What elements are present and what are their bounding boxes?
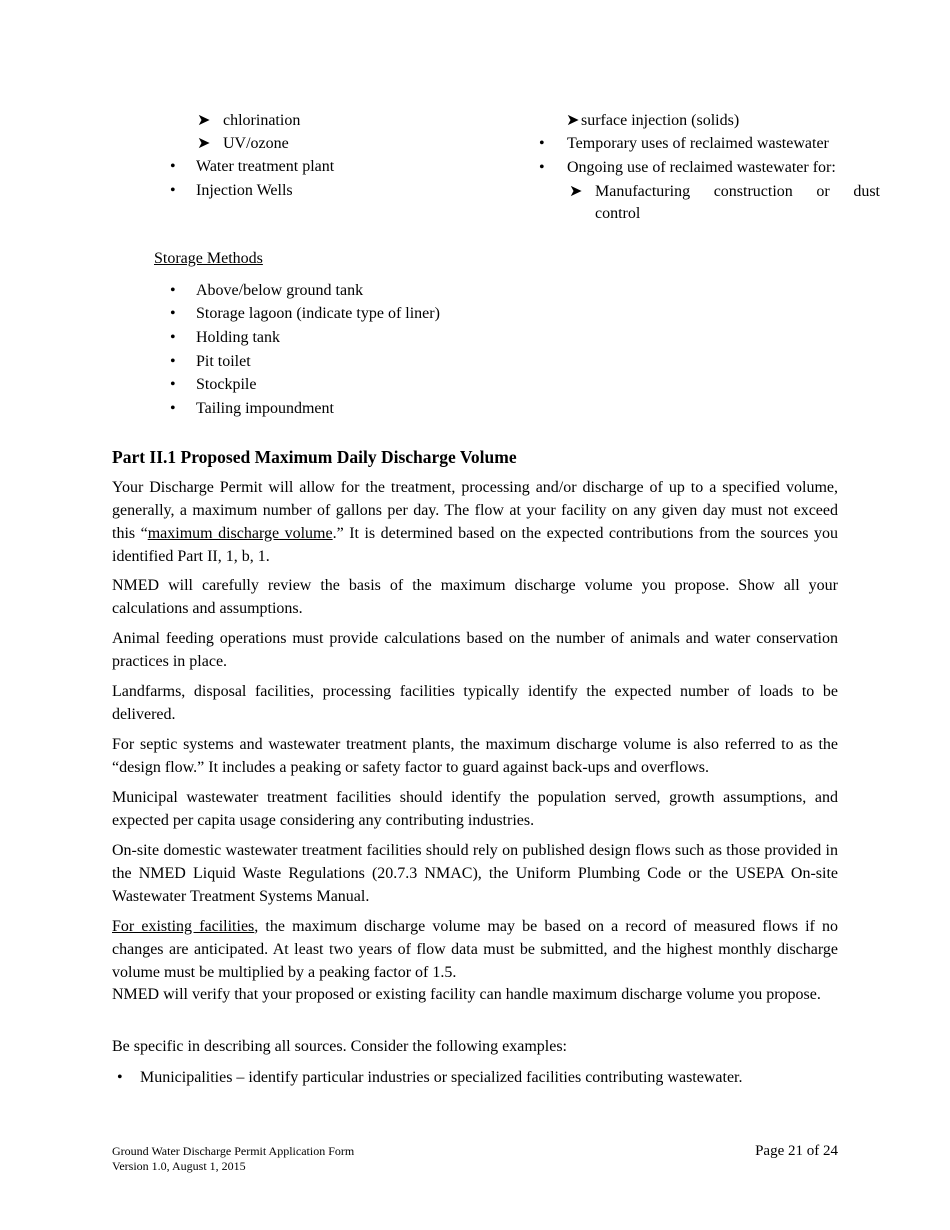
arrow-bullet-icon: ➤ [197, 112, 211, 129]
word: construction [713, 183, 793, 200]
paragraph: NMED will verify that your proposed or existing facility can handle maximum discharge volume you propose. [112, 986, 821, 1003]
bullet-icon: • [170, 282, 176, 299]
storage-heading: Storage Methods [154, 250, 263, 267]
paragraph: Animal feeding operations must provide calculations based on the number of animals and water conservation practices in place. [112, 630, 838, 670]
bullet-icon: • [117, 1069, 123, 1086]
list-item: Ongoing use of reclaimed wastewater for: [567, 159, 836, 176]
paragraph: Landfarms, disposal facilities, processing facilities typically identify the expected number of loads to be delivered. [112, 683, 838, 723]
bullet-icon: • [539, 135, 545, 152]
list-item: Injection Wells [196, 182, 293, 199]
justified-list-item [595, 182, 880, 202]
paragraph: Your Discharge Permit will allow for the treatment, processing and/or discharge of up to a specified volume, generally, a maximum number of gallons per day. The flow at your facility on any given day must not exceed this “maximum discharge volume.” It is determined based on the expected contributions from the sources you identified Part II, 1, b, 1. [112, 479, 838, 565]
list-item: Holding tank [196, 329, 280, 346]
list-item: Temporary uses of reclaimed wastewater [567, 135, 829, 152]
paragraph: Municipal wastewater treatment facilities should identify the population served, growth assumptions, and expected per capita usage considering any contributing industries. [112, 789, 838, 829]
bullet-icon: • [170, 182, 176, 199]
bullet-icon: • [170, 329, 176, 346]
list-item: Stockpile [196, 376, 257, 393]
footer-form-name: Ground Water Discharge Permit Application Form [112, 1144, 355, 1158]
list-item: Above/below ground tank [196, 282, 364, 299]
page-number: Page 21 of 24 [755, 1143, 838, 1159]
arrow-bullet-icon: ➤ [566, 112, 580, 129]
bullet-icon: • [170, 400, 176, 417]
list-item: Water treatment plant [196, 158, 335, 175]
list-item-continuation: control [595, 205, 641, 222]
list-item: Tailing impoundment [196, 400, 334, 417]
list-item: surface injection (solids) [581, 112, 740, 129]
bullet-icon: • [170, 158, 176, 175]
bullet-icon: • [170, 305, 176, 322]
paragraph: NMED will carefully review the basis of the maximum discharge volume you propose. Show all your calculations and assumptions. [112, 577, 838, 617]
arrow-bullet-icon: ➤ [197, 135, 211, 152]
section-heading: Part II.1 Proposed Maximum Daily Discharge Volume [112, 447, 517, 467]
list-item: UV/ozone [223, 135, 289, 152]
paragraph: Be specific in describing all sources. Consider the following examples: [112, 1038, 567, 1055]
list-item: Pit toilet [196, 353, 251, 370]
paragraph: On-site domestic wastewater treatment facilities should rely on published design flows such as those provided in the NMED Liquid Waste Regulations (20.7.3 NMAC), the Uniform Plumbing Code or the USEPA On-site Wastewater Treatment Systems Manual. [112, 842, 838, 905]
footer-version: Version 1.0, August 1, 2015 [112, 1159, 246, 1173]
underlined-term: maximum discharge volume [147, 525, 333, 542]
bullet-icon: • [170, 376, 176, 393]
arrow-bullet-icon: ➤ [569, 183, 583, 200]
list-item: Storage lagoon (indicate type of liner) [196, 305, 440, 322]
bullet-icon: • [170, 353, 176, 370]
list-item: Municipalities – identify particular industries or specialized facilities contributing wastewater. [140, 1069, 743, 1086]
list-item: chlorination [223, 112, 301, 129]
word: dust [853, 183, 880, 200]
word: or [816, 183, 830, 200]
word: Manufacturing [595, 183, 691, 200]
bullet-icon: • [539, 159, 545, 176]
paragraph: For existing facilities, the maximum discharge volume may be based on a record of measured flows if no changes are anticipated. At least two years of flow data must be submitted, and the highest monthly discharge volume must be multiplied by a peaking factor of 1.5. [112, 918, 838, 981]
underlined-term: For existing facilities [112, 918, 255, 935]
paragraph: For septic systems and wastewater treatment plants, the maximum discharge volume is also referred to as the “design flow.” It includes a peaking or safety factor to guard against back-ups and overflows. [112, 736, 838, 776]
